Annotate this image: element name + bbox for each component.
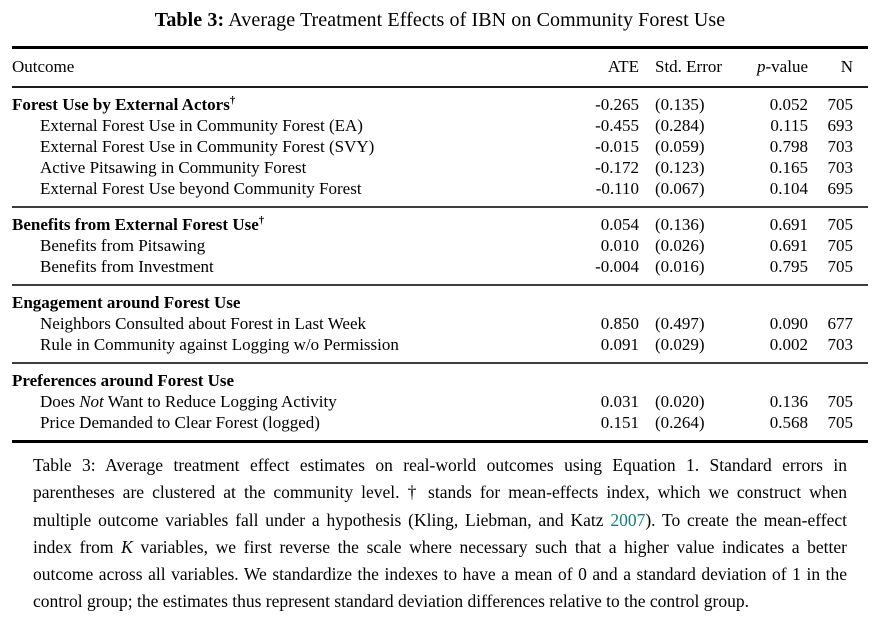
outcome-cell: Neighbors Consulted about Forest in Last Week: [40, 314, 366, 333]
section-header-row: [12, 207, 868, 235]
ate-cell: [559, 363, 639, 391]
dagger-mark: †: [258, 214, 265, 227]
table-number-label: Table 3:: [154, 9, 225, 31]
n-cell: 705: [827, 413, 853, 432]
table-title: [0, 9, 880, 32]
n-cell: 703: [827, 335, 853, 354]
outcome-cell: Benefits from Pitsawing: [40, 236, 206, 255]
table-row: [12, 313, 868, 334]
n-cell: 677: [827, 314, 853, 333]
p-value-cell: [744, 363, 808, 391]
outcome-cell: Price Demanded to Clear Forest (logged): [40, 413, 320, 432]
outcome-cell: Active Pitsawing in Community Forest: [40, 158, 307, 177]
table-row: [12, 157, 868, 178]
ate-cell: 0.031: [600, 392, 639, 411]
n-cell: 695: [827, 179, 853, 198]
p-value-cell: 0.090: [769, 314, 808, 333]
n-cell: 705: [827, 257, 853, 276]
ate-cell: -0.004: [595, 257, 639, 276]
table-caption: [33, 452, 847, 616]
p-value-cell: 0.691: [769, 215, 808, 234]
table-row: [12, 391, 868, 412]
p-value-cell: 0.104: [769, 179, 808, 198]
p-value-cell: 0.115: [770, 116, 808, 135]
outcome-cell: Does Not Want to Reduce Logging Activity: [40, 392, 337, 411]
section-preferences-around-forest-use: [12, 363, 868, 442]
p-value-cell: 0.136: [769, 392, 808, 411]
section-header-row: [12, 363, 868, 391]
ate-cell: 0.054: [600, 215, 639, 234]
table-row: [12, 412, 868, 442]
n-cell: 703: [827, 158, 853, 177]
std-error-cell: (0.284): [655, 116, 705, 135]
ate-cell: -0.265: [595, 95, 639, 114]
p-value-cell: 0.691: [769, 236, 808, 255]
caption-text: Table 3: Average treatment effect estimates on real-world outcomes using Equation 1. Standard errors in parentheses are clustered at the community level. † stands for mean-effects index, which we construct when multiple outcome variables fall under a hypothesis (Kling, Liebman, and Katz: [33, 455, 847, 530]
n-cell: 705: [827, 95, 853, 114]
outcome-cell: Benefits from External Forest Use†: [12, 214, 265, 234]
n-cell: 703: [827, 137, 853, 156]
p-value-cell: 0.795: [769, 257, 808, 276]
n-cell: [808, 285, 868, 313]
n-cell: 705: [827, 215, 853, 234]
column-header-n: N: [840, 57, 853, 76]
std-error-cell: (0.059): [655, 137, 705, 156]
std-error-cell: (0.067): [655, 179, 705, 198]
p-value-cell: 0.052: [769, 95, 808, 114]
caption-k-variable: K: [121, 536, 133, 557]
results-table: [12, 46, 868, 443]
ate-cell: -0.455: [595, 116, 639, 135]
table-title-text: Average Treatment Effects of IBN on Community Forest Use: [228, 9, 726, 31]
outcome-cell: Rule in Community against Logging w/o Permission: [40, 335, 399, 354]
table-row: [12, 334, 868, 363]
outcome-cell: Engagement around Forest Use: [12, 293, 241, 312]
table-row: [12, 115, 868, 136]
n-cell: 705: [827, 236, 853, 255]
std-error-cell: (0.016): [655, 257, 705, 276]
ate-cell: 0.010: [600, 236, 639, 255]
outcome-cell: External Forest Use in Community Forest (EA): [40, 116, 363, 135]
section-engagement-around-forest-use: [12, 285, 868, 363]
n-cell: [808, 363, 868, 391]
section-header-row: [12, 285, 868, 313]
ate-cell: 0.850: [600, 314, 639, 333]
section-benefits-from-external-forest-use: [12, 207, 868, 285]
table-row: [12, 235, 868, 256]
n-cell: 693: [827, 116, 853, 135]
n-cell: 705: [827, 392, 853, 411]
table-header: [12, 48, 868, 88]
dagger-mark: †: [229, 94, 236, 107]
outcome-cell: External Forest Use in Community Forest (SVY): [40, 137, 375, 156]
ate-cell: [559, 285, 639, 313]
ate-cell: -0.110: [595, 179, 639, 198]
column-header-p-value: p-value: [757, 57, 808, 76]
column-header-outcome: Outcome: [12, 57, 75, 76]
p-value-cell: 0.002: [769, 335, 808, 354]
caption-text: ). To create the mean-effect index from: [33, 509, 847, 557]
std-error-cell: (0.026): [655, 236, 705, 255]
p-value-cell: 0.798: [769, 137, 808, 156]
outcome-cell: Benefits from Investment: [40, 257, 214, 276]
outcome-cell: Preferences around Forest Use: [12, 371, 235, 390]
std-error-cell: (0.029): [655, 335, 705, 354]
ate-cell: -0.172: [595, 158, 639, 177]
p-value-cell: [744, 285, 808, 313]
std-error-cell: (0.497): [655, 314, 705, 333]
header-row: [12, 48, 868, 88]
std-error-cell: [639, 285, 744, 313]
std-error-cell: [639, 363, 744, 391]
outcome-cell: Forest Use by External Actors†: [12, 94, 236, 114]
ate-cell: 0.151: [600, 413, 639, 432]
std-error-cell: (0.136): [655, 215, 705, 234]
std-error-cell: (0.123): [655, 158, 705, 177]
std-error-cell: (0.264): [655, 413, 705, 432]
table-row: [12, 178, 868, 207]
column-header-std-error: Std. Error: [655, 57, 723, 76]
column-header-ate: ATE: [607, 57, 639, 76]
citation-year-link[interactable]: 2007: [610, 509, 646, 530]
outcome-cell: External Forest Use beyond Community Forest: [40, 179, 362, 198]
table-row: [12, 256, 868, 285]
ate-cell: -0.015: [595, 137, 639, 156]
section-header-row: [12, 87, 868, 115]
p-value-cell: 0.568: [769, 413, 808, 432]
std-error-cell: (0.135): [655, 95, 705, 114]
ate-cell: 0.091: [600, 335, 639, 354]
std-error-cell: (0.020): [655, 392, 705, 411]
section-forest-use-by-external-actors: [12, 87, 868, 207]
p-value-cell: 0.165: [769, 158, 808, 177]
caption-text: variables, we first reverse the scale where necessary such that a higher value indicates a better outcome across all variables. We standardize the indexes to have a mean of 0 and a standard deviation of 1 in the control group; the estimates thus represent standard deviation differences relative to the control group.: [33, 536, 847, 612]
table-row: [12, 136, 868, 157]
